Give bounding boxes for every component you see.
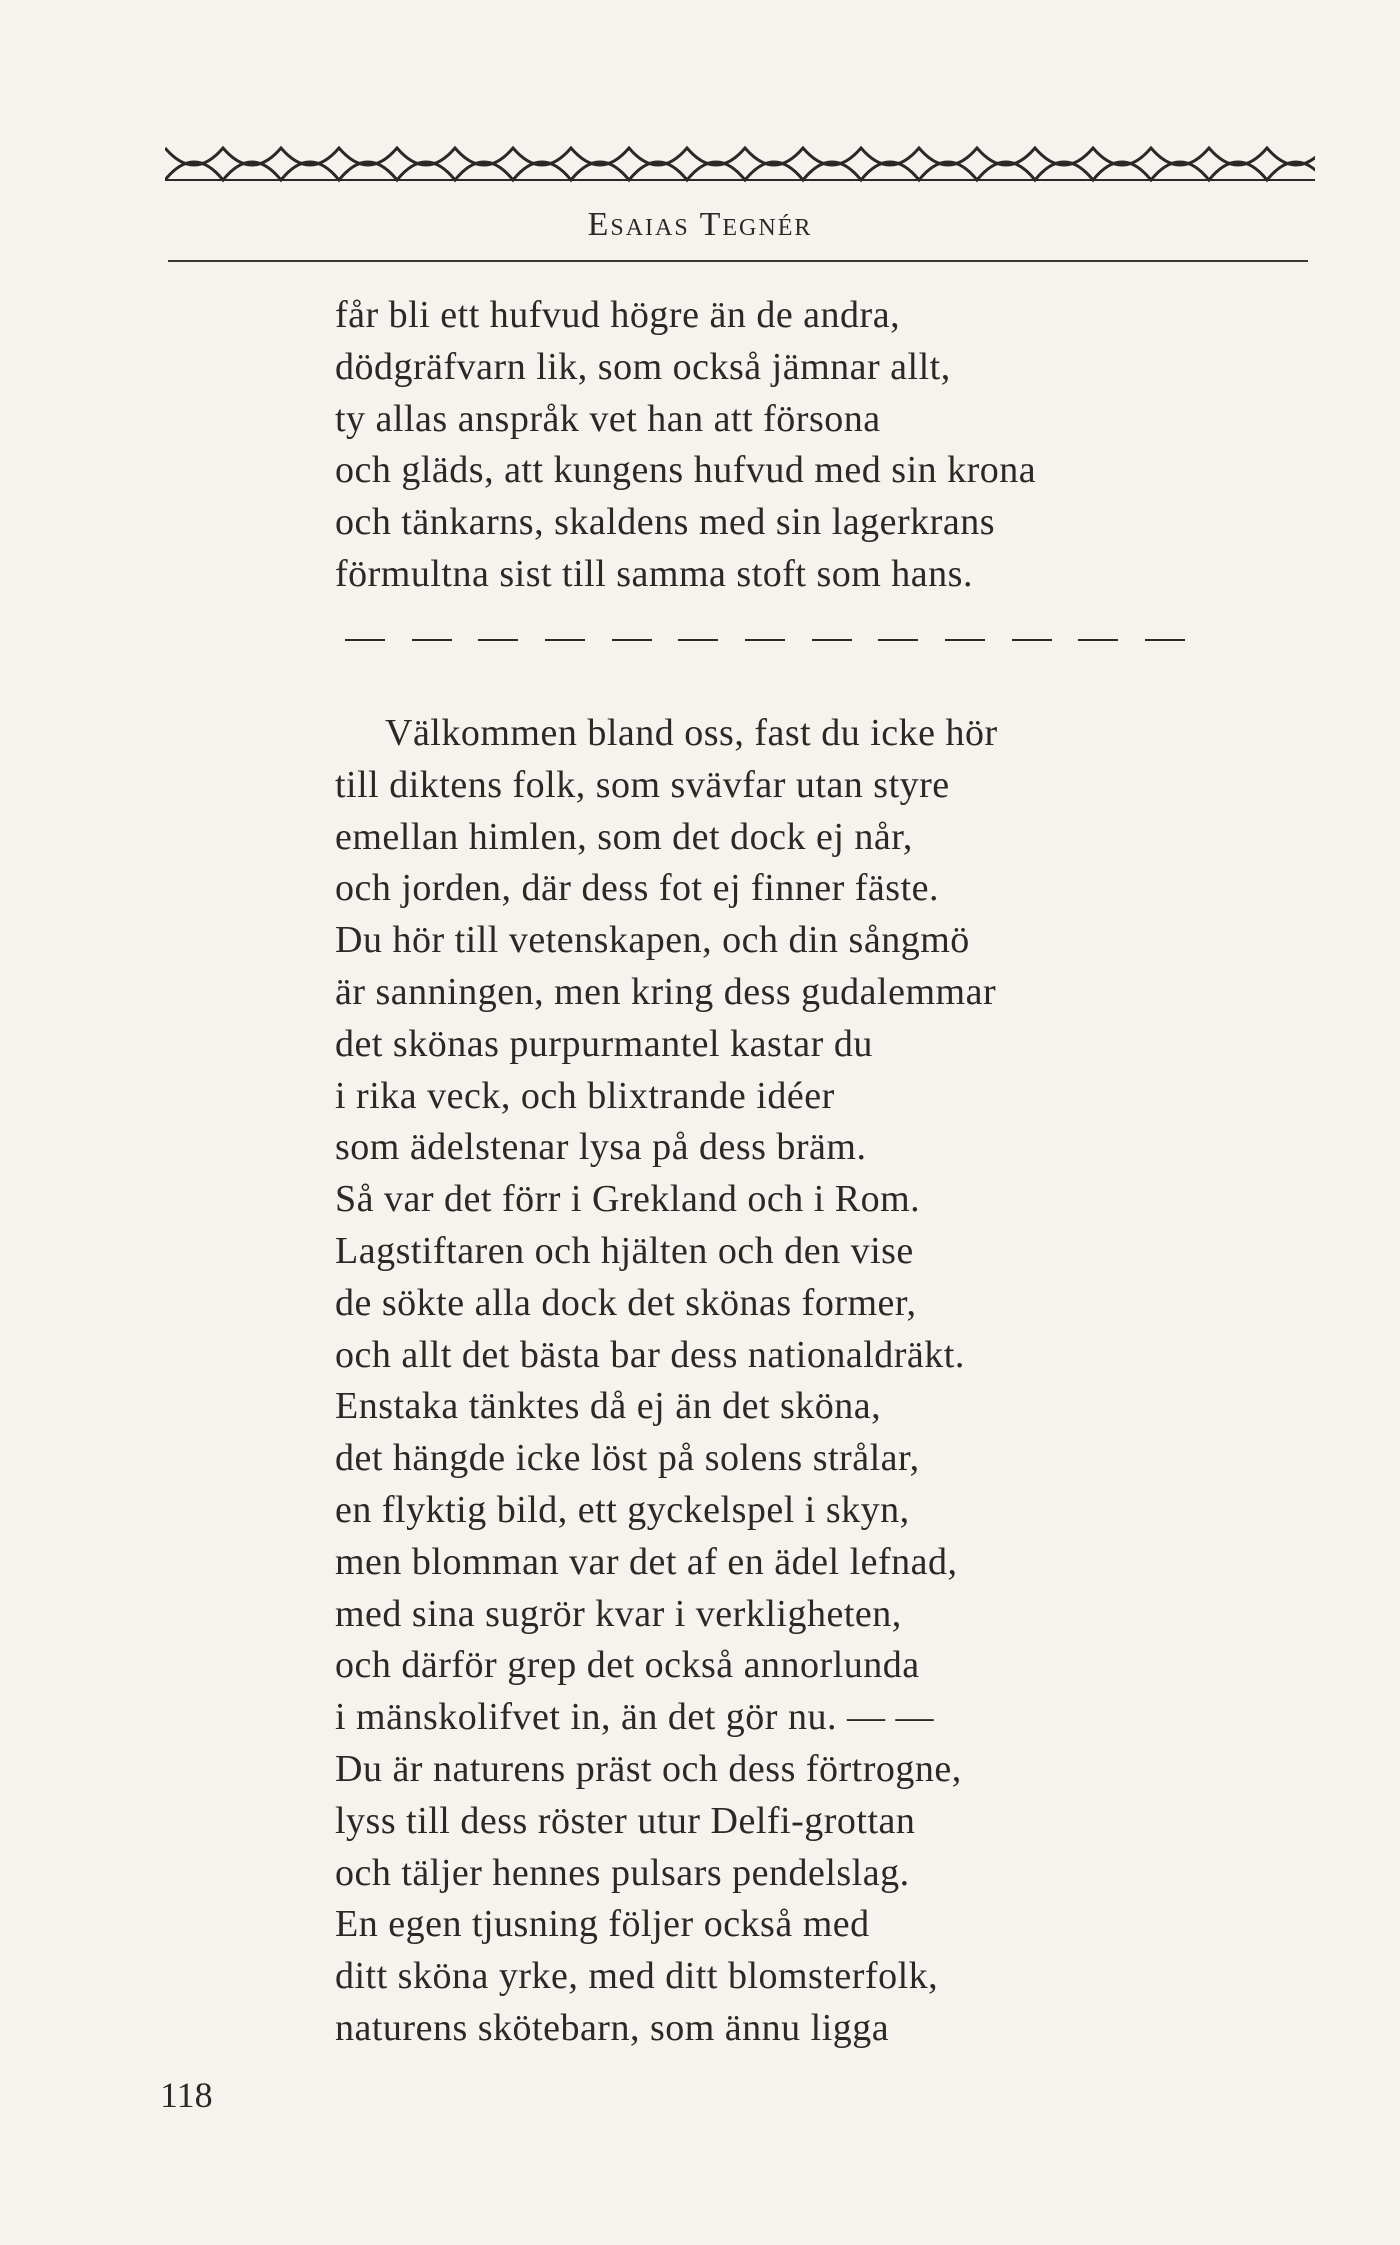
- verse-line: naturens skötebarn, som ännu ligga: [335, 2006, 890, 2049]
- verse-line: och tänkarns, skaldens med sin lagerkrans: [335, 501, 995, 544]
- verse-line: dödgräfvarn lik, som också jämnar allt,: [335, 345, 951, 388]
- verse-line: i mänskolifvet in, än det gör nu. — —: [335, 1696, 934, 1739]
- page-number: 118: [160, 2075, 213, 2115]
- verse-line: i rika veck, och blixtrande idéer: [335, 1074, 835, 1117]
- verse-line: ditt sköna yrke, med ditt blomsterfolk,: [335, 1955, 939, 1998]
- verse-line: är sanningen, men kring dess gudalemmar: [335, 970, 997, 1013]
- verse-line: de sökte alla dock det skönas former,: [335, 1281, 917, 1324]
- section-break-dashes: [345, 620, 1185, 660]
- verse-line: Du är naturens präst och dess förtrogne,: [335, 1747, 962, 1790]
- verse-line: som ädelstenar lysa på dess bräm.: [335, 1126, 867, 1169]
- verse-line: men blomman var det af en ädel lefnad,: [335, 1540, 958, 1583]
- verse-line: det skönas purpurmantel kastar du: [335, 1022, 873, 1065]
- verse-line: emellan himlen, som det dock ej når,: [335, 815, 913, 858]
- verse-line: ty allas anspråk vet han att försona: [335, 397, 881, 440]
- verse-line: till diktens folk, som svävfar utan styre: [335, 763, 950, 806]
- verse-line: och gläds, att kungens hufvud med sin krona: [335, 449, 1037, 492]
- verse-line: En egen tjusning följer också med: [335, 1903, 870, 1946]
- header-rule: [168, 260, 1308, 262]
- verse-line: lyss till dess röster utur Delfi-grottan: [335, 1799, 916, 1842]
- verse-line: Så var det förr i Grekland och i Rom.: [335, 1178, 921, 1221]
- stanza-2: [335, 708, 998, 2055]
- verse-line: och allt det bästa bar dess nationaldräkt.: [335, 1333, 965, 1376]
- verse-line: och därför grep det också annorlunda: [335, 1644, 920, 1687]
- verse-line: Du hör till vetenskapen, och din sångmö: [335, 919, 970, 962]
- verse-line: Lagstiftaren och hjälten och den vise: [335, 1229, 914, 1272]
- verse-line: med sina sugrör kvar i verkligheten,: [335, 1592, 902, 1635]
- verse-line: förmultna sist till samma stoft som hans.: [335, 552, 973, 595]
- stanza-1: [335, 290, 1036, 601]
- verse-line: Enstaka tänktes då ej än det sköna,: [335, 1385, 882, 1428]
- decorative-braid-ornament: [165, 140, 1315, 190]
- verse-line: får bli ett hufvud högre än de andra,: [335, 294, 901, 336]
- verse-line: en flyktig bild, ett gyckelspel i skyn,: [335, 1488, 910, 1531]
- verse-line: och täljer hennes pulsars pendelslag.: [335, 1851, 910, 1894]
- verse-line: Välkommen bland oss, fast du icke hör: [385, 712, 998, 754]
- verse-line: och jorden, där dess fot ej finner fäste.: [335, 867, 940, 910]
- verse-line: det hängde icke löst på solens strålar,: [335, 1437, 920, 1480]
- running-head: Esaias Tegnér: [587, 206, 813, 243]
